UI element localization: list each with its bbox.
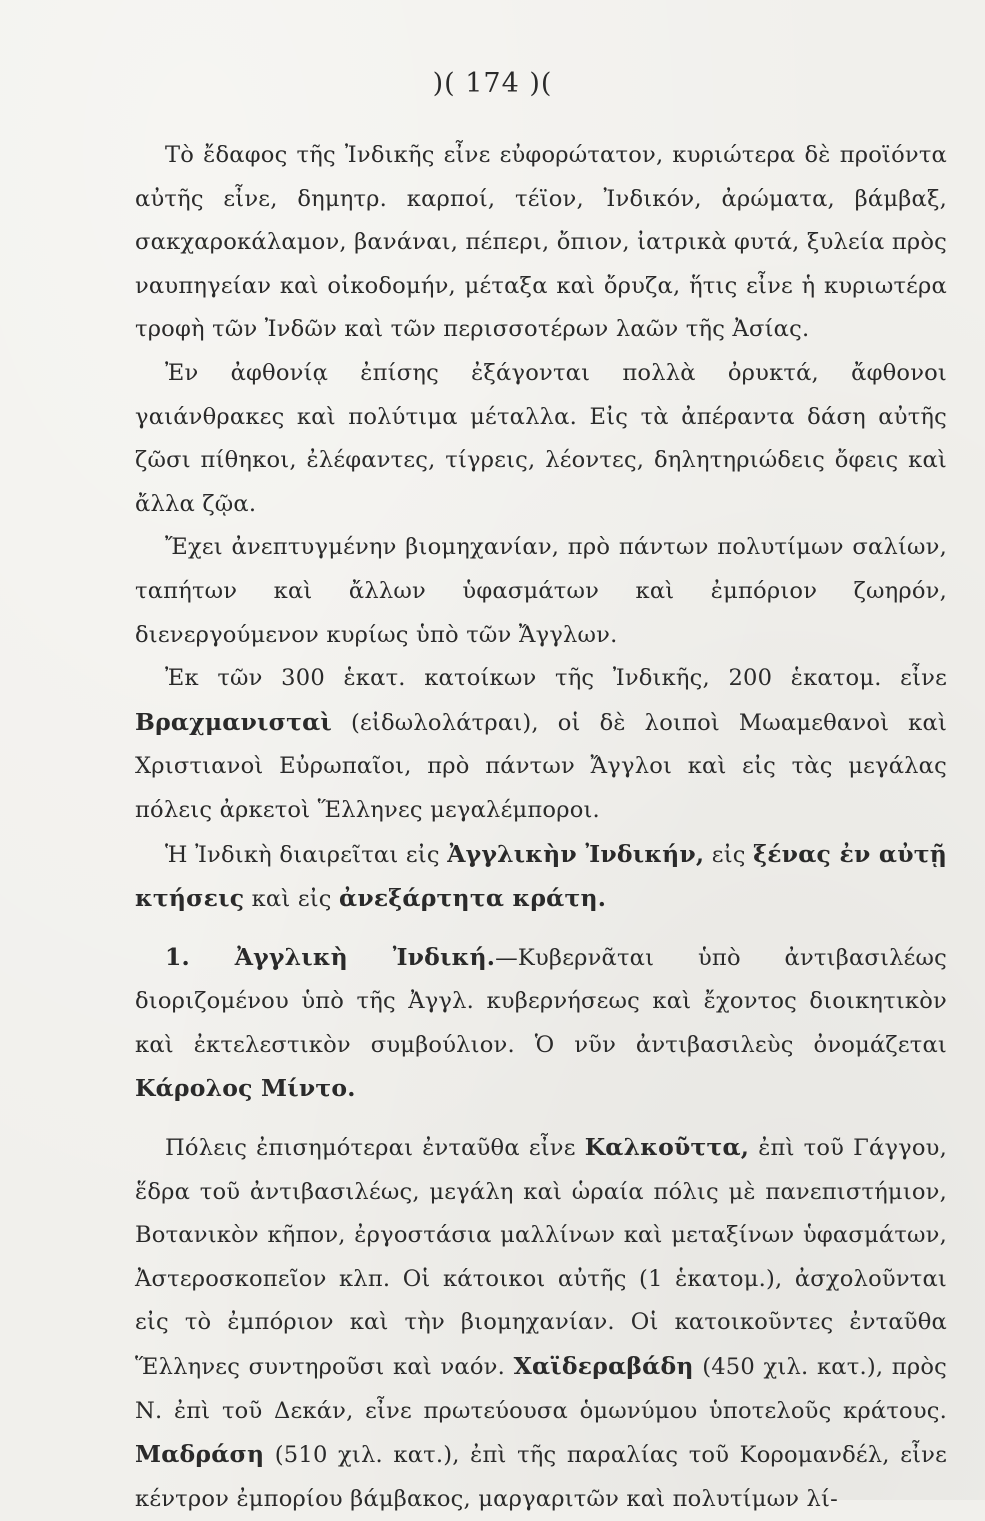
body-text [135,134,947,1521]
paragraph-text: —Κυβερνᾶται ὑπὸ ἀντιβασιλέως διοριζομένου ὑπὸ τῆς Ἀγγλ. κυβερνήσεως καὶ ἔχοντος διοικητικὸν καὶ ἐκτελεστικὸν συμβούλιον. Ὁ νῦν ἀντιβασιλεὺς ὀνομάζεται [135,944,947,1058]
paragraph-text: καὶ εἰς [244,886,340,913]
bold-term: Ἀγγλικὴν Ἰνδικήν, [447,839,705,868]
paragraph-cities [135,1126,947,1521]
paragraph-text: (εἰδωλολάτραι), οἱ δὲ λοιποὶ Μωαμεθανοὶ καὶ Χριστιανοὶ Εὐρωπαῖοι, πρὸ πάντων Ἄγγλοι καὶ εἰς τὰς μεγάλας πόλεις ἀρκετοὶ Ἕλληνες μεγαλέμποροι. [135,709,947,823]
paragraph-minerals-animals [135,352,947,526]
paragraph-population [135,657,947,832]
bold-term: Καλκοῦττα, [584,1133,750,1162]
paragraph-text: Τὸ ἔδαφος τῆς Ἰνδικῆς εἶνε εὐφορώτατον, κυριώτερα δὲ προϊόντα αὐτῆς εἶνε, δημητρ. καρποί, τέϊον, Ἰνδικόν, ἀρώματα, βάμβαξ, σακχαροκάλαμον, βανάναι, πέπερι, ὄπιον, ἰατρικὰ φυτά, ξυλεία πρὸς ναυπηγείαν καὶ οἰκοδομήν, μέταξα καὶ ὄρυζα, ἥτις εἶνε ἡ κυριωτέρα τροφὴ τῶν Ἰνδῶν καὶ τῶν περισσοτέρων λαῶν τῆς Ἀσίας. [135,142,948,343]
bold-term: Βραχμανισταὶ [135,707,332,736]
bold-term: Κάρολος Μίντο. [135,1074,356,1103]
section-heading: 1. Ἀγγλικὴ Ἰνδική. [165,942,496,971]
paragraph-text: Ἐκ τῶν 300 ἑκατ. κατοίκων τῆς Ἰνδικῆς, 200 ἑκατομ. εἶνε [165,665,947,692]
paragraph-text: Ἔχει ἀνεπτυγμένην βιομηχανίαν, πρὸ πάντων πολυτίμων σαλίων, ταπήτων καὶ ἄλλων ὑφασμάτων καὶ ἐμπόριον ζωηρόν, διενεργούμενον κυρίως ὑπὸ τῶν Ἄγγλων. [135,534,947,648]
paragraph-soil-products [135,134,947,352]
paragraph-text: εἰς [704,841,754,868]
paragraph-british-india [135,936,947,1112]
paragraph-text: Ἐν ἀφθονίᾳ ἐπίσης ἐξάγονται πολλὰ ὀρυκτά, ἄφθονοι γαιάνθρακες καὶ πολύτιμα μέταλλα. Εἰς τὰ ἀπέραντα δάση αὐτῆς ζῶσι πίθηκοι, ἐλέφαντες, τίγρεις, λέοντες, δηλητηριώδεις ὄφεις καὶ ἄλλα ζῷα. [135,359,947,517]
bold-term: ξένας ἐν αὐτῇ κτήσεις [135,839,948,913]
paragraph-division [135,833,947,922]
bold-term: Χαϊδεραβάδη [513,1352,694,1381]
bold-term: Μαδράση [135,1440,265,1469]
page-number: )( 174 )( [432,68,553,99]
paragraph-text: Ἡ Ἰνδικὴ διαιρεῖται εἰς [165,841,448,868]
bold-term: ἀνεξάρτητα κράτη. [339,884,607,913]
paragraph-text: ἐπὶ τοῦ Γάγγου, ἕδρα τοῦ ἀντιβασιλέως, μεγάλη καὶ ὡραία πόλις μὲ πανεπιστήμιον, Βοτανικὸν κῆπον, ἐργοστάσια μαλλίνων καὶ μεταξίνων ὑφασμάτων, Ἀστεροσκοπεῖον κλπ. Οἱ κάτοικοι αὐτῆς (1 ἑκατομ.), ἀσχολοῦνται εἰς τὸ ἐμπόριον καὶ τὴν βιομηχανίαν. Οἱ κατοικοῦντες ἐνταῦθα Ἕλληνες συντηροῦσι καὶ ναόν. [135,1135,948,1381]
paragraph-text: (510 χιλ. κατ.), ἐπὶ τῆς παραλίας τοῦ Κορομανδέλ, εἶνε κέντρον ἐμπορίου βάμβακος, μαργαριτῶν καὶ πολυτίμων λί- [135,1442,947,1512]
paragraph-text: (450 χιλ. κατ.), πρὸς Ν. ἐπὶ τοῦ Δεκάν, εἶνε πρωτεύουσα ὁμωνύμου ὑποτελοῦς κράτους. [135,1354,947,1424]
paragraph-industry [135,526,947,657]
paragraph-text: Πόλεις ἐπισημότεραι ἐνταῦθα εἶνε [165,1135,585,1162]
